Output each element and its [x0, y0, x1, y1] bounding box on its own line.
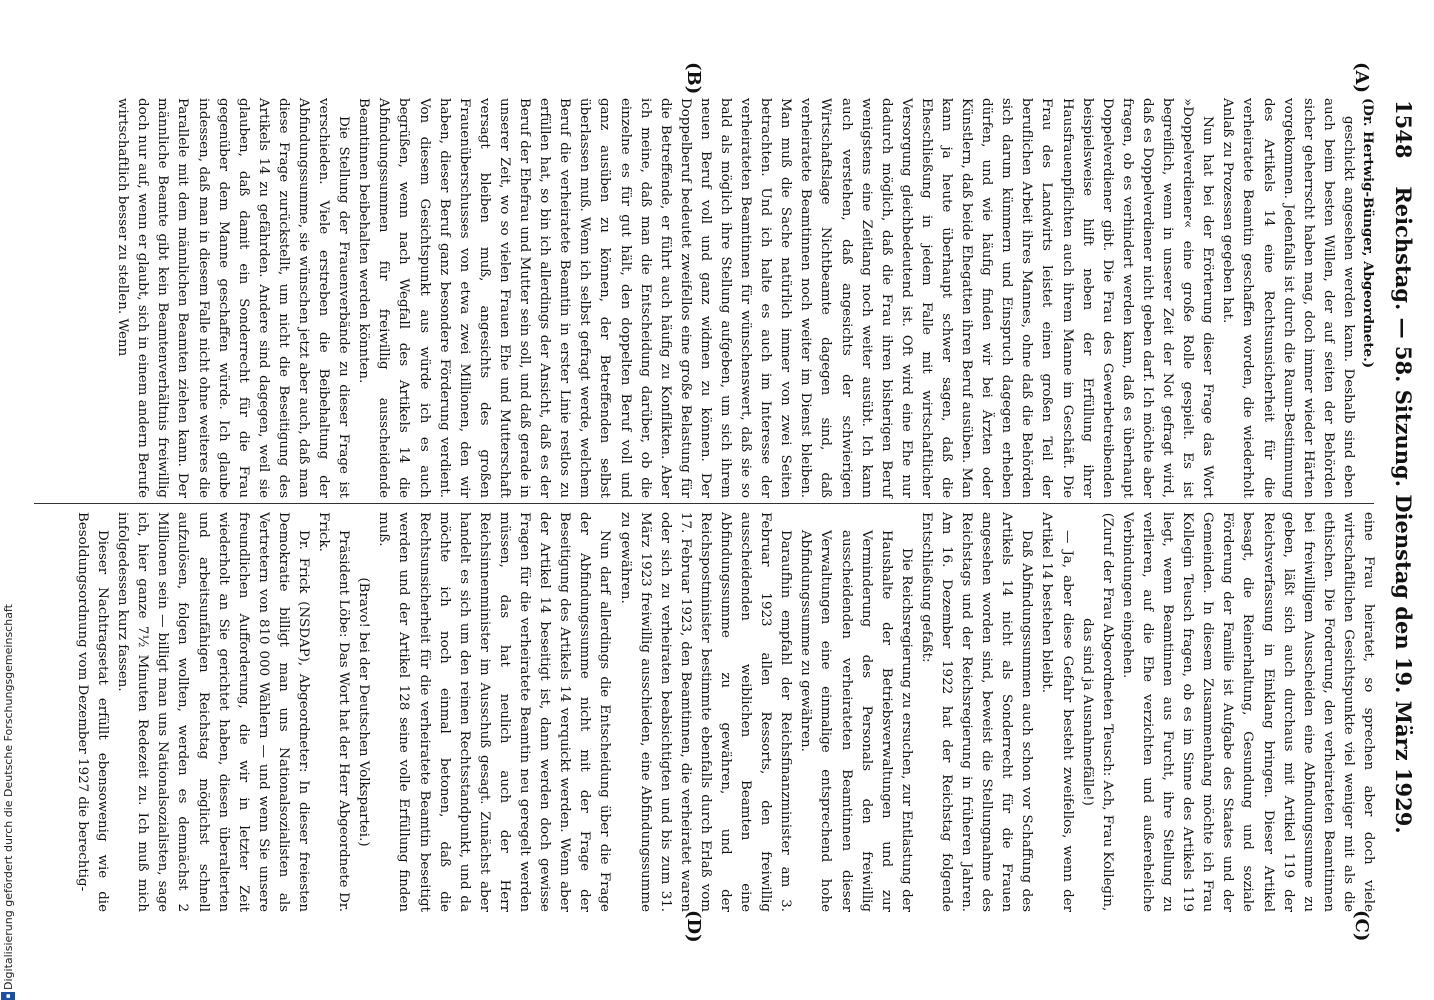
paragraph: eine Frau heiratet, so sprechen aber doch viele wirtschaftlichen Gesichtspunkte viel weniger mit als die ethischen. Die Forderung, den verheirateten Beamtinnen bei freiwilligem Ausscheiden eine Abfindungssumme zu geben, läßt sich auch durchaus mit Artikel 119 der Reichsverfassung in Einklang bringen. Dieser Artikel besagt, die Reinerhaltung, Gesundung und soziale Förderung der Familie ist Aufgabe des Staates und der Gemeinden. In diesem Zusammenhang möchte ich Frau Kollegin Teusch fragen, ob es im Sinne des Artikels 119 liegt, wenn Beamtinnen aus Furcht, ihre Stellung zu verlieren, auf die Ehe verzichten und außereheliche Verbindungen eingehen. — [1119, 512, 1376, 912]
paragraph: Dr. Frick (NSDAP), Abgeordneter: In dieser freiesten Demokratie billigt man uns Nationalsozialisten als Vertretern von 810 000 Wählern — und wenn Sie unsere freundlichen Aufforderung, die wir in letzter Zeit wiederholt an Sie gerichtet haben, diesen überalterten und arbeitsunfähigen Reichstag möglichst schnell aufzulösen, folgen wollten, werden es demnächst 2 Millionen sein — billigt man uns Nationalsozialisten, sage ich, hier ganze 7½ Minuten Redezeit zu. Ich muß mich infolgedessen kurz fassen. — [115, 512, 312, 912]
paragraph: geschickt angesehen werden kann. Deshalb sind eben auch beim besten Willen, der auf seiten der Behörden sicher geherrscht haben mag, doch immer wieder Härten vorgekommen. Jedenfalls ist durch die Raum-Bestimmung des Artikels 14 eine Rechtsunsicherheit für die verheiratete Beamtin geschaffen worden, die wiederholt Anlaß zu Prozessen gegeben hat. — [1220, 98, 1356, 498]
paragraph: Nun hat bei der Erörterung dieser Frage das Wort »Doppelverdiener« eine große Rolle gespielt. Es ist begreiflich, wenn in unserer Zeit der Not gefragt wird, daß es Doppelverdiener nicht geben darf. Ich möchte aber fragen, ob es verhindert werden kann, daß es überhaupt Doppelverdiener gibt. Die Frau des Gewerbetreibenden beispielsweise hilft neben der Erfüllung ihrer Hausfrauenpflichten auch ihrem Manne im Geschäft. Die Frau des Landwirts leistet einen großen Teil der beruflichen Arbeit ihres Mannes, ohne daß die Behörden sich darum kümmern und Einspruch dagegen erheben dürfen, und wie häufig finden wir bei Ärzten oder Künstlern, daß beide Ehegatten ihren Beruf ausüben. Man kann ja heute überhaupt schwer sagen, daß die Eheschließung in jedem Falle mit wirtschaftlicher Versorgung gleichbedeutend ist. Oft wird eine Ehe nur dadurch möglich, daß die Frau ihren bisherigen Beruf wenigstens eine Zeitlang noch weiter ausübt. Ich kann auch verstehen, daß angesichts der schwierigen Wirtschaftslage Nichtbeamte dagegen sind, daß verheiratete Beamtinnen noch weiter im Dienst bleiben. Man muß die Sache natürlich immer von zwei Seiten betrachten. Und ich halte es auch im Interesse der verheirateten Beamtinnen für wünschenswert, daß sie so bald als möglich ihre Stellung aufgeben, um sich ihrem neuen Beruf voll und ganz widmen zu können. Der Doppelberuf bedeutet zweifellos eine große Belastung für die Betreffende, er führt auch häufig zu Konflikten. Aber ich meine, daß man die Entscheidung darüber, ob die einzelne es für gut hält, den doppelten Beruf voll und ganz ausüben zu können, der Betreffenden selbst überlassen muß. Wenn ich selbst gefragt werde, welchem Beruf die verheiratete Beamtin in erster Linie restlos zu erfüllen hat, so bin ich allerdings der Ansicht, daß es der Beruf der Ehefrau und Mutter sein soll, und daß gerade in unserer Zeit, wo so vielen Frauen Ehe und Mutterschaft versagt bleiben muß, angesichts des großen Frauenüberschusses von etwa zwei Millionen, den wir haben, dieser Beruf ganz besondere Förderung verdient. Von diesem Gesichtspunkt aus würde ich es auch begrüßen, wenn nach Wegfall des Artikels 14 die Abfindungssummen für freiwillig ausscheidende Beamtinnen beibehalten werden könnten. — [356, 98, 1216, 498]
page-title: Reichstag. — 58. Sitzung. Dienstag den 19. März 1929. — [1391, 186, 1416, 834]
page-number: 1548 — [1391, 100, 1416, 159]
page-header — [1386, 100, 1416, 920]
digitization-credit — [0, 0, 18, 1000]
paragraph: Daß Abfindungssummen auch schon vor Schaffung des Artikels 14 nicht als Sonderrecht für die Frauen angesehen worden sind, beweist die Stellungnahme des Reichstags und der Reichsregierung in früheren Jahren. Am 16. Dezember 1922 hat der Reichstag folgende Entschließung gefaßt: — [918, 512, 1035, 912]
column-divider — [34, 503, 1374, 504]
paragraph: Dieser Nachtragsetat erfüllt ebensowenig wie die Besoldungsordnung vom Dezember 1927 die berechtig- — [75, 512, 111, 912]
credit-text: Digitalisierung gefördert durch die Deutsche Forschungsgemeinschaft — [2, 604, 15, 990]
column-left — [112, 98, 1378, 498]
margin-mark-d: (D) — [683, 910, 704, 943]
paragraph: Daraufhin empfahl der Reichsfinanzminister am 3. Februar 1923 allen Ressorts, den freiwillig ausscheidenden weiblichen Beamten eine Abfindungssumme zu gewähren, und der Reichspostminister bestimmte ebenfalls durch Erlaß vom 17. Februar 1923, den Beamtinnen, die verheiratet waren oder sich zu verheiraten beabsichtigten und bis zum 31. März 1923 freiwillig ausschieden, eine Abfindungssumme zu gewähren. — [617, 512, 794, 912]
paragraph: — Ja, aber diese Gefahr besteht zweifellos, wenn der Artikel 14 bestehen bleibt. — [1039, 512, 1075, 912]
dfg-logo-icon: ▪ — [1, 992, 15, 1000]
paragraph: Die Stellung der Frauenverbände zu dieser Frage ist verschieden. Viele erstreben die Beibehaltung der Abfindungssumme, sie wünschen jetzt aber auch, daß man diese Frage zurückstellt, um nicht die Beseitigung des Artikels 14 zu gefährden. Andere sind dagegen, weil sie glauben, daß damit ein Sonderrecht für die Frau gegenüber dem Manne geschaffen würde. Ich glaube indessen, daß man in diesem Falle nicht ohne weiteres die Parallele mit dem männlichen Beamten ziehen kann. Der männliche Beamte gibt kein Beamtenverhältnis freiwillig doch nur auf, wenn er glaubt, sich in einem andern Berufe wirtschaftlich besser zu stellen. Wenn — [115, 98, 352, 498]
paragraph: Nun darf allerdings die Entscheidung über die Frage der Abfindungssumme nicht mit der Frage der Beseitigung des Artikels 14 verquickt werden. Wenn aber der Artikel 14 beseitigt ist, dann werden doch gewisse Fragen für die verheiratete Beamtin neu geregelt werden müssen, das hat neulich auch der Herr Reichsinnenminister im Ausschuß gesagt. Zunächst aber handelt es sich um den reinen Rechtsstandpunkt, und da möchte ich noch einmal betonen, daß die Rechtsunsicherheit für die verheiratete Beamtin beseitigt werden und der Artikel 128 seine volle Erfüllung finden muß. — [376, 512, 613, 912]
quoted-resolution: Die Reichsregierung zu ersuchen, zur Entlastung der Haushalte der Betriebsverwaltungen und zur Verminderung des Personals den freiwillig ausscheidenden verheirateten Beamtinnen dieser Verwaltungen eine einmalige entsprechend hohe Abfindungssumme zu gewähren. — [798, 530, 914, 912]
president-line: Präsident Löbe: Das Wort hat der Herr Abgeordnete Dr. Frick. — [316, 512, 352, 912]
speaker-line: (Dr. Hertwig-Bünger, Abgeordnete.) — [1360, 98, 1376, 369]
margin-mark-b: (B) — [683, 62, 704, 95]
applause-note: (Bravo! bei der Deutschen Volkspartei.) — [356, 577, 372, 847]
margin-mark-a: (A) — [1351, 62, 1372, 93]
margin-mark-c: (C) — [1351, 910, 1372, 942]
interjection: (Zuruf der Frau Abgeordneten Teusch: Ach, Frau Kollegin, das sind ja Ausnahmefälle!) — [1079, 512, 1115, 912]
column-right — [72, 512, 1378, 912]
